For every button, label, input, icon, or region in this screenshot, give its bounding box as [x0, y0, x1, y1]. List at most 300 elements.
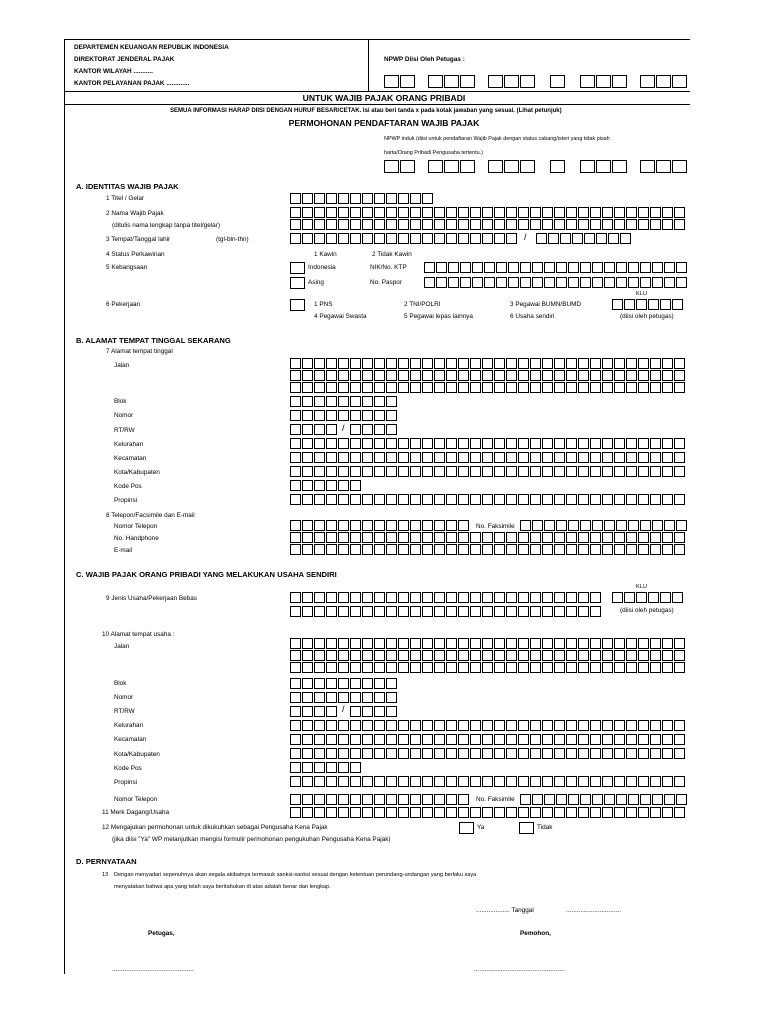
char-box[interactable] — [674, 776, 685, 787]
char-box[interactable] — [302, 370, 313, 381]
klu-c-boxes[interactable] — [612, 592, 684, 603]
char-box[interactable] — [518, 358, 529, 369]
char-box[interactable] — [660, 299, 671, 310]
char-box[interactable] — [566, 776, 577, 787]
char-box[interactable] — [326, 424, 337, 435]
char-box[interactable] — [350, 233, 361, 244]
char-box[interactable] — [662, 219, 673, 230]
char-box[interactable] — [674, 382, 685, 393]
char-box[interactable] — [482, 720, 493, 731]
char-box[interactable] — [314, 396, 325, 407]
char-box[interactable] — [386, 219, 397, 230]
char-box[interactable] — [470, 370, 481, 381]
char-box[interactable] — [362, 358, 373, 369]
char-box[interactable] — [314, 520, 325, 531]
char-box[interactable] — [434, 494, 445, 505]
char-box[interactable] — [398, 650, 409, 661]
char-box[interactable] — [410, 466, 421, 477]
char-box[interactable] — [674, 734, 685, 745]
char-box[interactable] — [302, 480, 313, 491]
char-box[interactable] — [626, 452, 637, 463]
char-box[interactable] — [624, 299, 635, 310]
char-box[interactable] — [338, 193, 349, 204]
char-box[interactable] — [482, 207, 493, 218]
char-box[interactable] — [386, 720, 397, 731]
char-box[interactable] — [602, 807, 613, 818]
char-box[interactable] — [410, 193, 421, 204]
npwp-digit-box[interactable] — [384, 75, 399, 88]
char-box[interactable] — [506, 370, 517, 381]
char-box[interactable] — [446, 650, 457, 661]
char-box[interactable] — [362, 424, 373, 435]
char-box[interactable] — [578, 807, 589, 818]
char-box[interactable] — [362, 776, 373, 787]
char-box[interactable] — [386, 193, 397, 204]
char-box[interactable] — [602, 466, 613, 477]
char-box[interactable] — [326, 807, 337, 818]
char-box[interactable] — [374, 466, 385, 477]
char-box[interactable] — [446, 466, 457, 477]
char-box[interactable] — [446, 638, 457, 649]
char-box[interactable] — [530, 219, 541, 230]
char-box[interactable] — [446, 207, 457, 218]
char-box[interactable] — [326, 358, 337, 369]
char-box[interactable] — [650, 662, 661, 673]
char-box[interactable] — [650, 370, 661, 381]
npwp-digit-box[interactable] — [460, 160, 475, 173]
char-box[interactable] — [386, 776, 397, 787]
char-box[interactable] — [664, 262, 675, 273]
char-box[interactable] — [290, 532, 301, 543]
char-box[interactable] — [556, 262, 567, 273]
char-box[interactable] — [374, 424, 385, 435]
faksimile-boxes-b[interactable] — [520, 520, 688, 531]
char-box[interactable] — [506, 734, 517, 745]
char-box[interactable] — [326, 410, 337, 421]
char-box[interactable] — [590, 438, 601, 449]
char-box[interactable] — [374, 452, 385, 463]
char-box[interactable] — [506, 592, 517, 603]
char-box[interactable] — [458, 207, 469, 218]
char-box[interactable] — [532, 520, 543, 531]
char-box[interactable] — [628, 262, 639, 273]
char-box[interactable] — [602, 382, 613, 393]
char-box[interactable] — [446, 520, 457, 531]
char-box[interactable] — [458, 662, 469, 673]
char-box[interactable] — [590, 207, 601, 218]
npwp-digit-box[interactable] — [640, 75, 655, 88]
char-box[interactable] — [458, 720, 469, 731]
char-box[interactable] — [338, 638, 349, 649]
char-box[interactable] — [542, 807, 553, 818]
char-box[interactable] — [374, 494, 385, 505]
char-box[interactable] — [434, 233, 445, 244]
char-box[interactable] — [386, 692, 397, 703]
char-box[interactable] — [674, 748, 685, 759]
npwp-digit-box[interactable] — [504, 160, 519, 173]
char-box[interactable] — [362, 638, 373, 649]
char-box[interactable] — [374, 233, 385, 244]
char-box[interactable] — [386, 207, 397, 218]
char-box[interactable] — [662, 370, 673, 381]
char-box[interactable] — [566, 370, 577, 381]
char-box[interactable] — [326, 396, 337, 407]
char-box[interactable] — [446, 370, 457, 381]
char-box[interactable] — [652, 794, 663, 805]
char-box[interactable] — [518, 544, 529, 555]
char-box[interactable] — [608, 233, 619, 244]
char-box[interactable] — [350, 734, 361, 745]
char-box[interactable] — [338, 207, 349, 218]
char-box[interactable] — [326, 207, 337, 218]
char-box[interactable] — [590, 452, 601, 463]
npwp-digit-box[interactable] — [520, 75, 535, 88]
char-box[interactable] — [482, 233, 493, 244]
char-box[interactable] — [302, 452, 313, 463]
char-box[interactable] — [290, 606, 301, 617]
char-box[interactable] — [422, 358, 433, 369]
char-box[interactable] — [650, 358, 661, 369]
char-box[interactable] — [626, 358, 637, 369]
char-box[interactable] — [338, 466, 349, 477]
char-box[interactable] — [568, 262, 579, 273]
char-box[interactable] — [374, 207, 385, 218]
char-box[interactable] — [530, 638, 541, 649]
char-box[interactable] — [314, 382, 325, 393]
char-box[interactable] — [520, 794, 531, 805]
char-box[interactable] — [662, 382, 673, 393]
blok-boxes-c[interactable] — [290, 678, 398, 689]
char-box[interactable] — [518, 807, 529, 818]
char-box[interactable] — [398, 606, 409, 617]
char-box[interactable] — [326, 638, 337, 649]
char-box[interactable] — [410, 452, 421, 463]
char-box[interactable] — [302, 776, 313, 787]
char-box[interactable] — [314, 748, 325, 759]
char-box[interactable] — [422, 452, 433, 463]
char-box[interactable] — [386, 358, 397, 369]
char-box[interactable] — [422, 650, 433, 661]
char-box[interactable] — [446, 734, 457, 745]
char-box[interactable] — [614, 207, 625, 218]
char-box[interactable] — [568, 520, 579, 531]
char-box[interactable] — [422, 748, 433, 759]
char-box[interactable] — [578, 466, 589, 477]
char-box[interactable] — [350, 382, 361, 393]
char-box[interactable] — [638, 466, 649, 477]
char-box[interactable] — [422, 807, 433, 818]
char-box[interactable] — [566, 748, 577, 759]
char-box[interactable] — [636, 299, 647, 310]
char-box[interactable] — [434, 466, 445, 477]
char-box[interactable] — [652, 520, 663, 531]
char-box[interactable] — [482, 438, 493, 449]
email-boxes[interactable] — [290, 544, 686, 555]
char-box[interactable] — [410, 358, 421, 369]
char-box[interactable] — [350, 480, 361, 491]
char-box[interactable] — [326, 776, 337, 787]
char-box[interactable] — [614, 662, 625, 673]
jenis-usaha-row-1[interactable] — [290, 592, 602, 603]
nomor-boxes-b[interactable] — [290, 410, 398, 421]
char-box[interactable] — [314, 776, 325, 787]
char-box[interactable] — [566, 494, 577, 505]
char-box[interactable] — [482, 544, 493, 555]
char-box[interactable] — [410, 520, 421, 531]
char-box[interactable] — [374, 606, 385, 617]
char-box[interactable] — [410, 219, 421, 230]
char-box[interactable] — [436, 277, 447, 288]
char-box[interactable] — [470, 219, 481, 230]
char-box[interactable] — [326, 748, 337, 759]
char-box[interactable] — [374, 794, 385, 805]
char-box[interactable] — [554, 466, 565, 477]
char-box[interactable] — [626, 544, 637, 555]
char-box[interactable] — [638, 207, 649, 218]
kecamatan-boxes-c[interactable] — [290, 734, 686, 745]
npwp-digit-box[interactable] — [488, 160, 503, 173]
char-box[interactable] — [290, 762, 301, 773]
char-box[interactable] — [494, 650, 505, 661]
char-box[interactable] — [470, 382, 481, 393]
char-box[interactable] — [494, 720, 505, 731]
char-box[interactable] — [362, 370, 373, 381]
char-box[interactable] — [446, 382, 457, 393]
char-box[interactable] — [530, 807, 541, 818]
char-box[interactable] — [422, 382, 433, 393]
char-box[interactable] — [290, 662, 301, 673]
char-box[interactable] — [470, 207, 481, 218]
char-box[interactable] — [290, 706, 301, 717]
char-box[interactable] — [560, 233, 571, 244]
char-box[interactable] — [302, 466, 313, 477]
char-box[interactable] — [518, 382, 529, 393]
char-box[interactable] — [398, 438, 409, 449]
char-box[interactable] — [602, 650, 613, 661]
char-box[interactable] — [314, 544, 325, 555]
char-box[interactable] — [386, 662, 397, 673]
char-box[interactable] — [314, 638, 325, 649]
char-box[interactable] — [314, 762, 325, 773]
char-box[interactable] — [602, 544, 613, 555]
char-box[interactable] — [314, 734, 325, 745]
char-box[interactable] — [554, 592, 565, 603]
char-box[interactable] — [410, 438, 421, 449]
char-box[interactable] — [302, 692, 313, 703]
char-box[interactable] — [520, 262, 531, 273]
char-box[interactable] — [554, 748, 565, 759]
char-box[interactable] — [590, 466, 601, 477]
char-box[interactable] — [506, 606, 517, 617]
char-box[interactable] — [302, 396, 313, 407]
char-box[interactable] — [374, 720, 385, 731]
char-box[interactable] — [554, 606, 565, 617]
char-box[interactable] — [638, 650, 649, 661]
char-box[interactable] — [458, 734, 469, 745]
char-box[interactable] — [518, 748, 529, 759]
char-box[interactable] — [422, 638, 433, 649]
char-box[interactable] — [314, 720, 325, 731]
kodepos-boxes-c[interactable] — [290, 762, 362, 773]
char-box[interactable] — [616, 794, 627, 805]
char-box[interactable] — [662, 466, 673, 477]
char-box[interactable] — [290, 734, 301, 745]
char-box[interactable] — [578, 207, 589, 218]
char-box[interactable] — [398, 233, 409, 244]
tanggal-lahir-boxes[interactable] — [536, 233, 632, 244]
char-box[interactable] — [590, 638, 601, 649]
char-box[interactable] — [434, 734, 445, 745]
char-box[interactable] — [350, 662, 361, 673]
char-box[interactable] — [482, 532, 493, 543]
char-box[interactable] — [650, 544, 661, 555]
char-box[interactable] — [422, 734, 433, 745]
char-box[interactable] — [290, 720, 301, 731]
char-box[interactable] — [674, 466, 685, 477]
char-box[interactable] — [494, 207, 505, 218]
char-box[interactable] — [302, 762, 313, 773]
char-box[interactable] — [434, 776, 445, 787]
char-box[interactable] — [410, 720, 421, 731]
char-box[interactable] — [518, 592, 529, 603]
char-box[interactable] — [374, 193, 385, 204]
char-box[interactable] — [676, 794, 687, 805]
char-box[interactable] — [434, 662, 445, 673]
char-box[interactable] — [470, 650, 481, 661]
char-box[interactable] — [674, 532, 685, 543]
char-box[interactable] — [482, 650, 493, 661]
char-box[interactable] — [612, 592, 623, 603]
char-box[interactable] — [422, 592, 433, 603]
char-box[interactable] — [614, 370, 625, 381]
char-box[interactable] — [554, 219, 565, 230]
char-box[interactable] — [650, 638, 661, 649]
char-box[interactable] — [410, 794, 421, 805]
char-box[interactable] — [530, 606, 541, 617]
char-box[interactable] — [578, 544, 589, 555]
char-box[interactable] — [398, 776, 409, 787]
char-box[interactable] — [554, 734, 565, 745]
char-box[interactable] — [458, 807, 469, 818]
char-box[interactable] — [290, 650, 301, 661]
char-box[interactable] — [592, 262, 603, 273]
npwp-digit-box[interactable] — [612, 75, 627, 88]
char-box[interactable] — [554, 370, 565, 381]
char-box[interactable] — [602, 207, 613, 218]
char-box[interactable] — [494, 532, 505, 543]
char-box[interactable] — [458, 466, 469, 477]
char-box[interactable] — [614, 544, 625, 555]
char-box[interactable] — [290, 776, 301, 787]
char-box[interactable] — [662, 650, 673, 661]
char-box[interactable] — [362, 720, 373, 731]
char-box[interactable] — [554, 438, 565, 449]
char-box[interactable] — [446, 606, 457, 617]
char-box[interactable] — [664, 520, 675, 531]
char-box[interactable] — [578, 776, 589, 787]
char-box[interactable] — [530, 650, 541, 661]
char-box[interactable] — [496, 277, 507, 288]
alamat-usaha-row-3[interactable] — [290, 662, 686, 673]
char-box[interactable] — [542, 532, 553, 543]
char-box[interactable] — [662, 452, 673, 463]
char-box[interactable] — [458, 794, 469, 805]
char-box[interactable] — [592, 277, 603, 288]
char-box[interactable] — [542, 452, 553, 463]
char-box[interactable] — [374, 650, 385, 661]
char-box[interactable] — [362, 606, 373, 617]
char-box[interactable] — [676, 520, 687, 531]
faksimile-boxes-c[interactable] — [520, 794, 688, 805]
char-box[interactable] — [350, 762, 361, 773]
char-box[interactable] — [350, 692, 361, 703]
char-box[interactable] — [626, 638, 637, 649]
char-box[interactable] — [434, 592, 445, 603]
char-box[interactable] — [638, 452, 649, 463]
char-box[interactable] — [374, 706, 385, 717]
char-box[interactable] — [386, 233, 397, 244]
checkbox-asing[interactable] — [290, 277, 305, 289]
propinsi-boxes-c[interactable] — [290, 776, 686, 787]
char-box[interactable] — [302, 193, 313, 204]
char-box[interactable] — [350, 638, 361, 649]
char-box[interactable] — [638, 382, 649, 393]
char-box[interactable] — [614, 358, 625, 369]
char-box[interactable] — [566, 358, 577, 369]
char-box[interactable] — [398, 382, 409, 393]
char-box[interactable] — [470, 592, 481, 603]
char-box[interactable] — [446, 544, 457, 555]
char-box[interactable] — [362, 396, 373, 407]
char-box[interactable] — [326, 544, 337, 555]
char-box[interactable] — [362, 233, 373, 244]
char-box[interactable] — [518, 734, 529, 745]
char-box[interactable] — [470, 438, 481, 449]
char-box[interactable] — [590, 720, 601, 731]
char-box[interactable] — [518, 494, 529, 505]
char-box[interactable] — [548, 233, 559, 244]
char-box[interactable] — [374, 544, 385, 555]
char-box[interactable] — [398, 370, 409, 381]
char-box[interactable] — [302, 207, 313, 218]
char-box[interactable] — [314, 424, 325, 435]
char-box[interactable] — [362, 452, 373, 463]
char-box[interactable] — [386, 544, 397, 555]
char-box[interactable] — [616, 520, 627, 531]
char-box[interactable] — [542, 219, 553, 230]
char-box[interactable] — [532, 794, 543, 805]
char-box[interactable] — [482, 776, 493, 787]
telepon-boxes-b[interactable] — [290, 520, 470, 531]
char-box[interactable] — [590, 219, 601, 230]
char-box[interactable] — [338, 748, 349, 759]
char-box[interactable] — [578, 734, 589, 745]
char-box[interactable] — [290, 438, 301, 449]
char-box[interactable] — [386, 494, 397, 505]
char-box[interactable] — [636, 592, 647, 603]
char-box[interactable] — [314, 410, 325, 421]
signature-pemohon[interactable]: ................................................... — [474, 966, 565, 973]
char-box[interactable] — [650, 720, 661, 731]
char-box[interactable] — [446, 494, 457, 505]
char-box[interactable] — [386, 520, 397, 531]
char-box[interactable] — [470, 720, 481, 731]
char-box[interactable] — [638, 358, 649, 369]
char-box[interactable] — [410, 807, 421, 818]
char-box[interactable] — [290, 678, 301, 689]
char-box[interactable] — [674, 438, 685, 449]
char-box[interactable] — [484, 277, 495, 288]
